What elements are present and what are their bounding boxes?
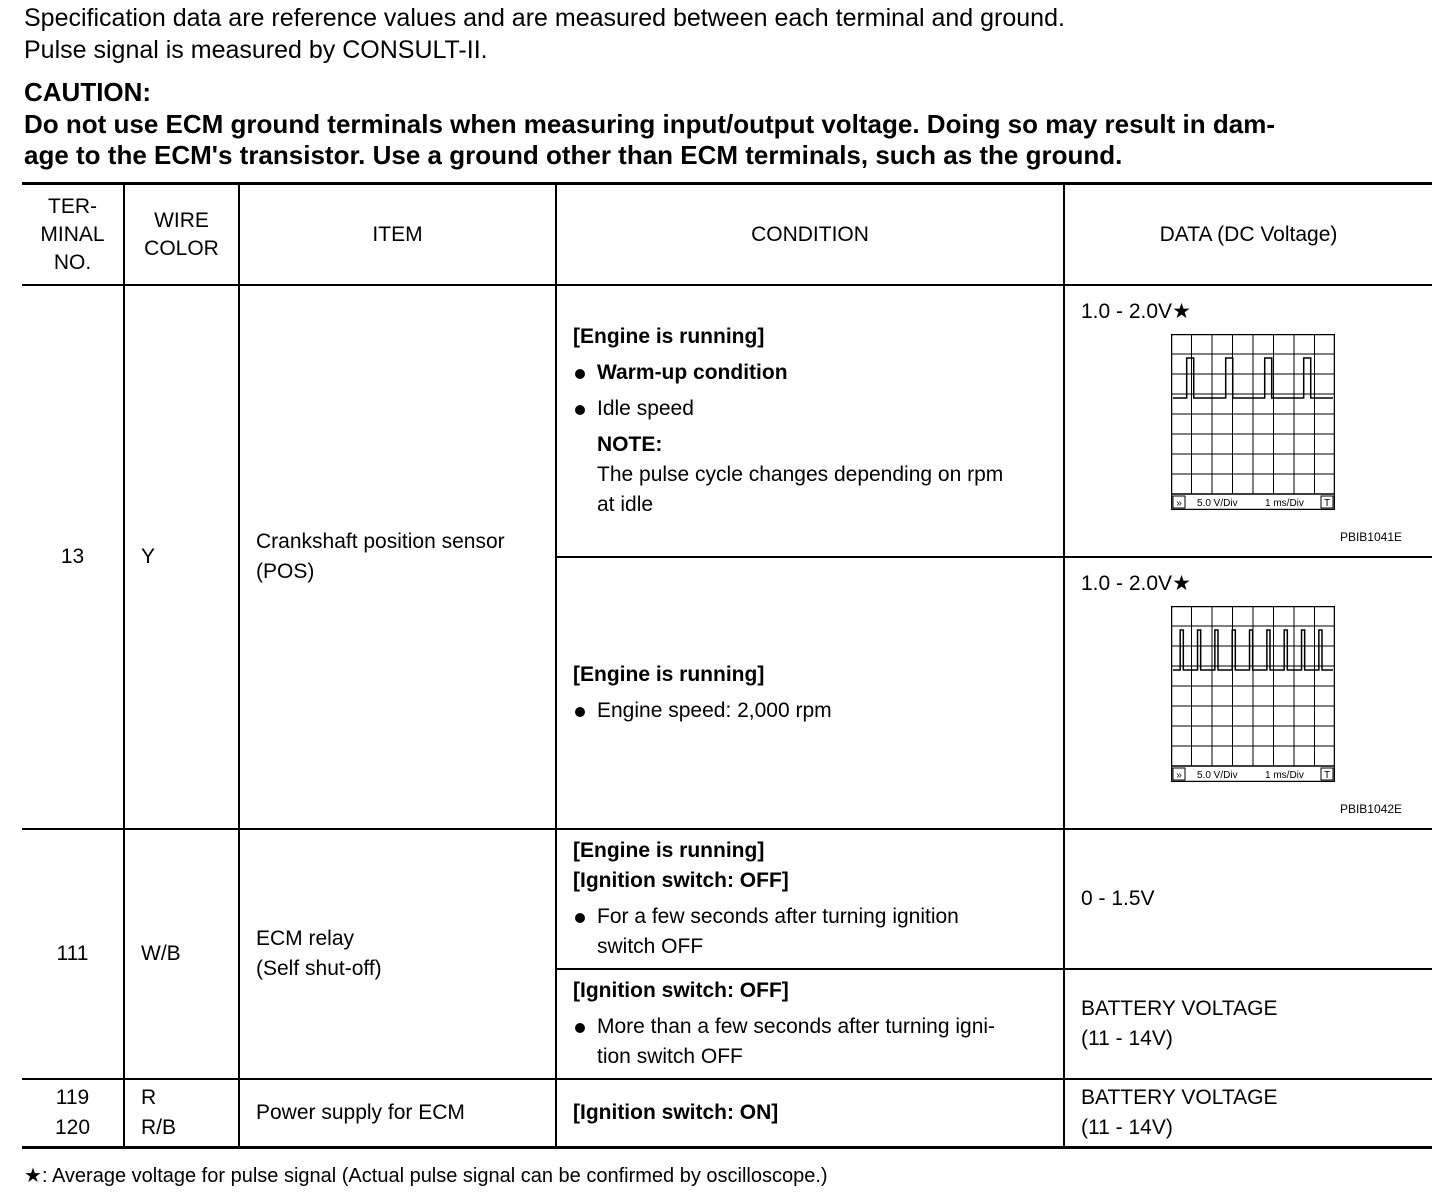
wire-line: R/B bbox=[141, 1116, 177, 1139]
header-terminal-line: NO. bbox=[53, 250, 92, 274]
header-wire-color bbox=[124, 184, 239, 286]
scope-t-label: T bbox=[1323, 498, 1331, 509]
table-header-row bbox=[22, 184, 1432, 286]
figure-code: PBIB1042E bbox=[1339, 802, 1402, 816]
note-text: at idle bbox=[597, 493, 654, 516]
star-icon: ★ bbox=[1172, 572, 1191, 595]
scope-time-div: 1 ms/Div bbox=[1265, 770, 1304, 781]
wire-line: R bbox=[141, 1086, 157, 1109]
condition-title: [Ignition switch: OFF] bbox=[573, 869, 789, 892]
condition-title: [Engine is running] bbox=[573, 663, 765, 686]
condition-bullet-cont: tion switch OFF bbox=[597, 1045, 743, 1068]
scope-arrow: » bbox=[1176, 498, 1182, 509]
data-line: (11 - 14V) bbox=[1081, 1027, 1173, 1050]
oscilloscope-screen bbox=[1171, 334, 1335, 510]
header-terminal-line: TER- bbox=[48, 194, 97, 218]
wire-color-cell: Y bbox=[124, 285, 239, 829]
voltage-value: 1.0 - 2.0V bbox=[1081, 300, 1173, 323]
scope-volt-div: 5.0 V/Div bbox=[1197, 498, 1238, 509]
header-data: DATA (DC Voltage) bbox=[1064, 184, 1432, 286]
condition-cell bbox=[556, 829, 1064, 969]
footnote-text: : Average voltage for pulse signal (Actual pulse signal can be confirmed by oscilloscope.) bbox=[41, 1165, 828, 1187]
condition-cell bbox=[556, 285, 1064, 557]
scope-t-label: T bbox=[1323, 770, 1331, 781]
terminal-cell: 13 bbox=[22, 285, 124, 829]
terminal-spec-table bbox=[22, 182, 1432, 1149]
intro-line-2: Pulse signal is measured by CONSULT-II. bbox=[24, 36, 488, 64]
oscilloscope-waveform-idle bbox=[1171, 334, 1335, 516]
terminal-cell: 111 bbox=[22, 829, 124, 1079]
scope-volt-div: 5.0 V/Div bbox=[1197, 770, 1238, 781]
note-text: The pulse cycle changes depending on rpm bbox=[597, 463, 1004, 486]
header-condition: CONDITION bbox=[556, 184, 1064, 286]
item-cell bbox=[239, 829, 556, 1079]
condition-bullet: For a few seconds after turning ignition bbox=[573, 902, 1053, 932]
condition-bullet: Idle speed bbox=[573, 394, 1053, 424]
item-cell bbox=[239, 285, 556, 829]
condition-bullet: Engine speed: 2,000 rpm bbox=[573, 696, 1053, 726]
terminal-line: 120 bbox=[54, 1116, 91, 1139]
wire-color-cell: W/B bbox=[124, 829, 239, 1079]
caution-line-2: age to the ECM's transistor. Use a ground other than ECM terminals, such as the ground. bbox=[24, 140, 1123, 170]
data-cell bbox=[1064, 285, 1432, 557]
note-label: NOTE: bbox=[597, 433, 663, 456]
condition-title: [Engine is running] bbox=[573, 325, 765, 348]
condition-title: [Ignition switch: OFF] bbox=[573, 979, 789, 1002]
header-terminal-line: MINAL bbox=[40, 222, 105, 246]
data-cell: 0 - 1.5V bbox=[1064, 829, 1432, 969]
scope-arrow: » bbox=[1176, 770, 1182, 781]
header-wire-line: WIRE bbox=[154, 208, 209, 232]
table-row bbox=[22, 829, 1432, 969]
condition-cell bbox=[556, 557, 1064, 829]
star-icon: ★ bbox=[1172, 300, 1191, 323]
condition-bullet-cont: switch OFF bbox=[597, 935, 704, 958]
header-item: ITEM bbox=[239, 184, 556, 286]
condition-cell bbox=[556, 969, 1064, 1079]
caution-heading: CAUTION: bbox=[24, 77, 152, 107]
figure-code: PBIB1041E bbox=[1339, 530, 1402, 544]
table-row bbox=[22, 1079, 1432, 1148]
voltage-value: 1.0 - 2.0V bbox=[1081, 572, 1173, 595]
star-icon: ★ bbox=[24, 1165, 42, 1187]
table-row bbox=[22, 285, 1432, 557]
item-cell: Power supply for ECM bbox=[239, 1079, 556, 1148]
item-line: ECM relay bbox=[256, 927, 355, 950]
data-line: BATTERY VOLTAGE bbox=[1081, 1086, 1278, 1109]
item-line: (POS) bbox=[256, 560, 315, 583]
scope-time-div: 1 ms/Div bbox=[1265, 498, 1304, 509]
condition-bullet: More than a few seconds after turning igni- bbox=[573, 1012, 1053, 1042]
header-wire-line: COLOR bbox=[144, 236, 219, 260]
terminal-line: 119 bbox=[55, 1086, 90, 1109]
wire-color-cell bbox=[124, 1079, 239, 1148]
footnote bbox=[24, 1162, 828, 1190]
data-line: BATTERY VOLTAGE bbox=[1081, 997, 1278, 1020]
intro-line-1: Specification data are reference values and are measured between each terminal and ground. bbox=[24, 4, 1065, 32]
data-cell bbox=[1064, 1079, 1432, 1148]
condition-bullet: Warm-up condition bbox=[573, 358, 1053, 388]
item-line: Crankshaft position sensor bbox=[256, 530, 505, 553]
oscilloscope-waveform-2000rpm bbox=[1171, 606, 1335, 788]
data-line: (11 - 14V) bbox=[1081, 1116, 1173, 1139]
oscilloscope-screen bbox=[1171, 606, 1335, 782]
condition-title: [Ignition switch: ON] bbox=[556, 1079, 1064, 1148]
data-cell bbox=[1064, 557, 1432, 829]
header-terminal-no bbox=[22, 184, 124, 286]
caution-line-1: Do not use ECM ground terminals when measuring input/output voltage. Doing so may result in dam- bbox=[24, 109, 1275, 139]
terminal-cell bbox=[22, 1079, 124, 1148]
item-line: (Self shut-off) bbox=[256, 957, 382, 980]
data-cell bbox=[1064, 969, 1432, 1079]
condition-title: [Engine is running] bbox=[573, 839, 765, 862]
